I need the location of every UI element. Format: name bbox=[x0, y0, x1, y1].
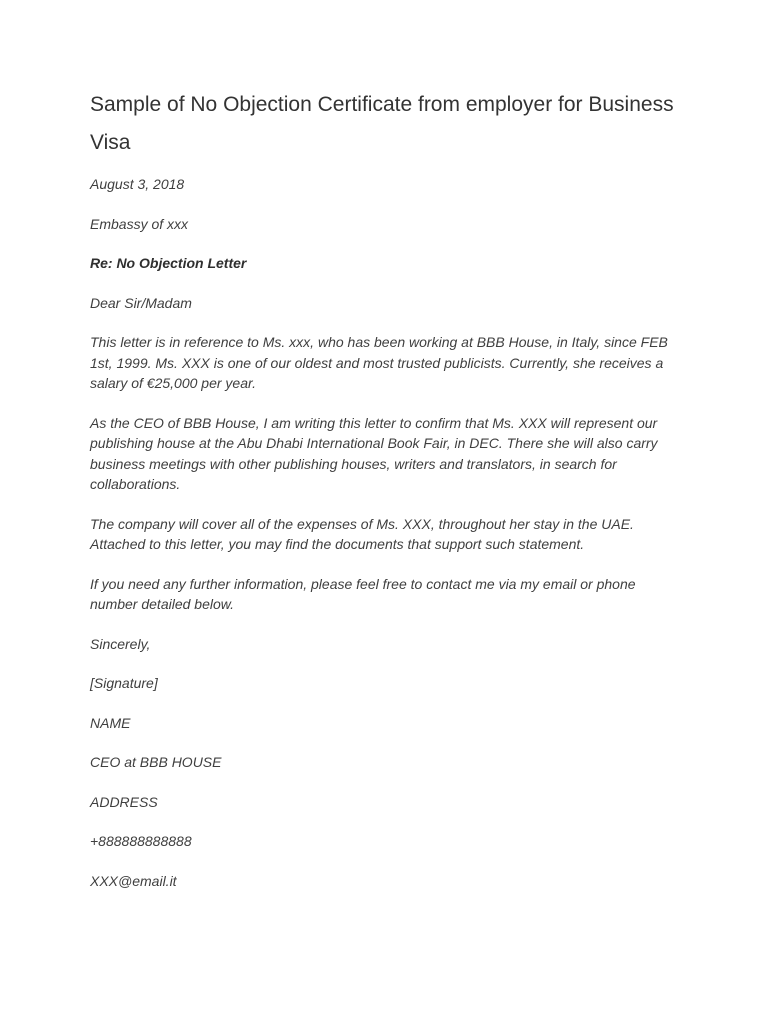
document-title: Sample of No Objection Certificate from employer for Business Visa bbox=[90, 93, 674, 154]
sender-phone: +888888888888 bbox=[90, 833, 192, 849]
letter-recipient: Embassy of xxx bbox=[90, 215, 189, 232]
letter-date: August 3, 2018 bbox=[90, 176, 185, 192]
letter-subject: Re: No Objection Letter bbox=[90, 255, 247, 271]
letter-paragraph: If you need any further information, please feel free to contact me via my email or phone number detailed below. bbox=[90, 575, 636, 612]
letter-signature-placeholder: [Signature] bbox=[90, 675, 158, 691]
sender-email: XXX@email.it bbox=[90, 872, 177, 889]
letter-salutation: Dear Sir/Madam bbox=[90, 294, 192, 311]
letter-paragraph: As the CEO of BBB House, I am writing this letter to confirm that Ms. XXX will represent our publishing house at the Abu Dhabi International Book Fair, in DEC. There she will also carry business meetings with other publishing houses, writers and translators, in search for collaborations. bbox=[90, 414, 658, 492]
letter-closing: Sincerely, bbox=[90, 635, 151, 652]
sender-name: NAME bbox=[90, 714, 131, 731]
letter-paragraph: The company will cover all of the expenses of Ms. XXX, throughout her stay in the UAE. Attached to this letter, you may find the documents that support such statement. bbox=[90, 515, 634, 552]
letter-paragraph: This letter is in reference to Ms. xxx, who has been working at BBB House, in Italy, since FEB 1st, 1999. Ms. XXX is one of our oldest and most trusted publicists. Currently, she receives a salary of €25,000 per year. bbox=[90, 334, 668, 391]
sender-position: CEO at BBB HOUSE bbox=[90, 754, 222, 770]
letter-body bbox=[90, 174, 680, 891]
letter-page bbox=[90, 86, 680, 910]
sender-address: ADDRESS bbox=[90, 793, 158, 810]
